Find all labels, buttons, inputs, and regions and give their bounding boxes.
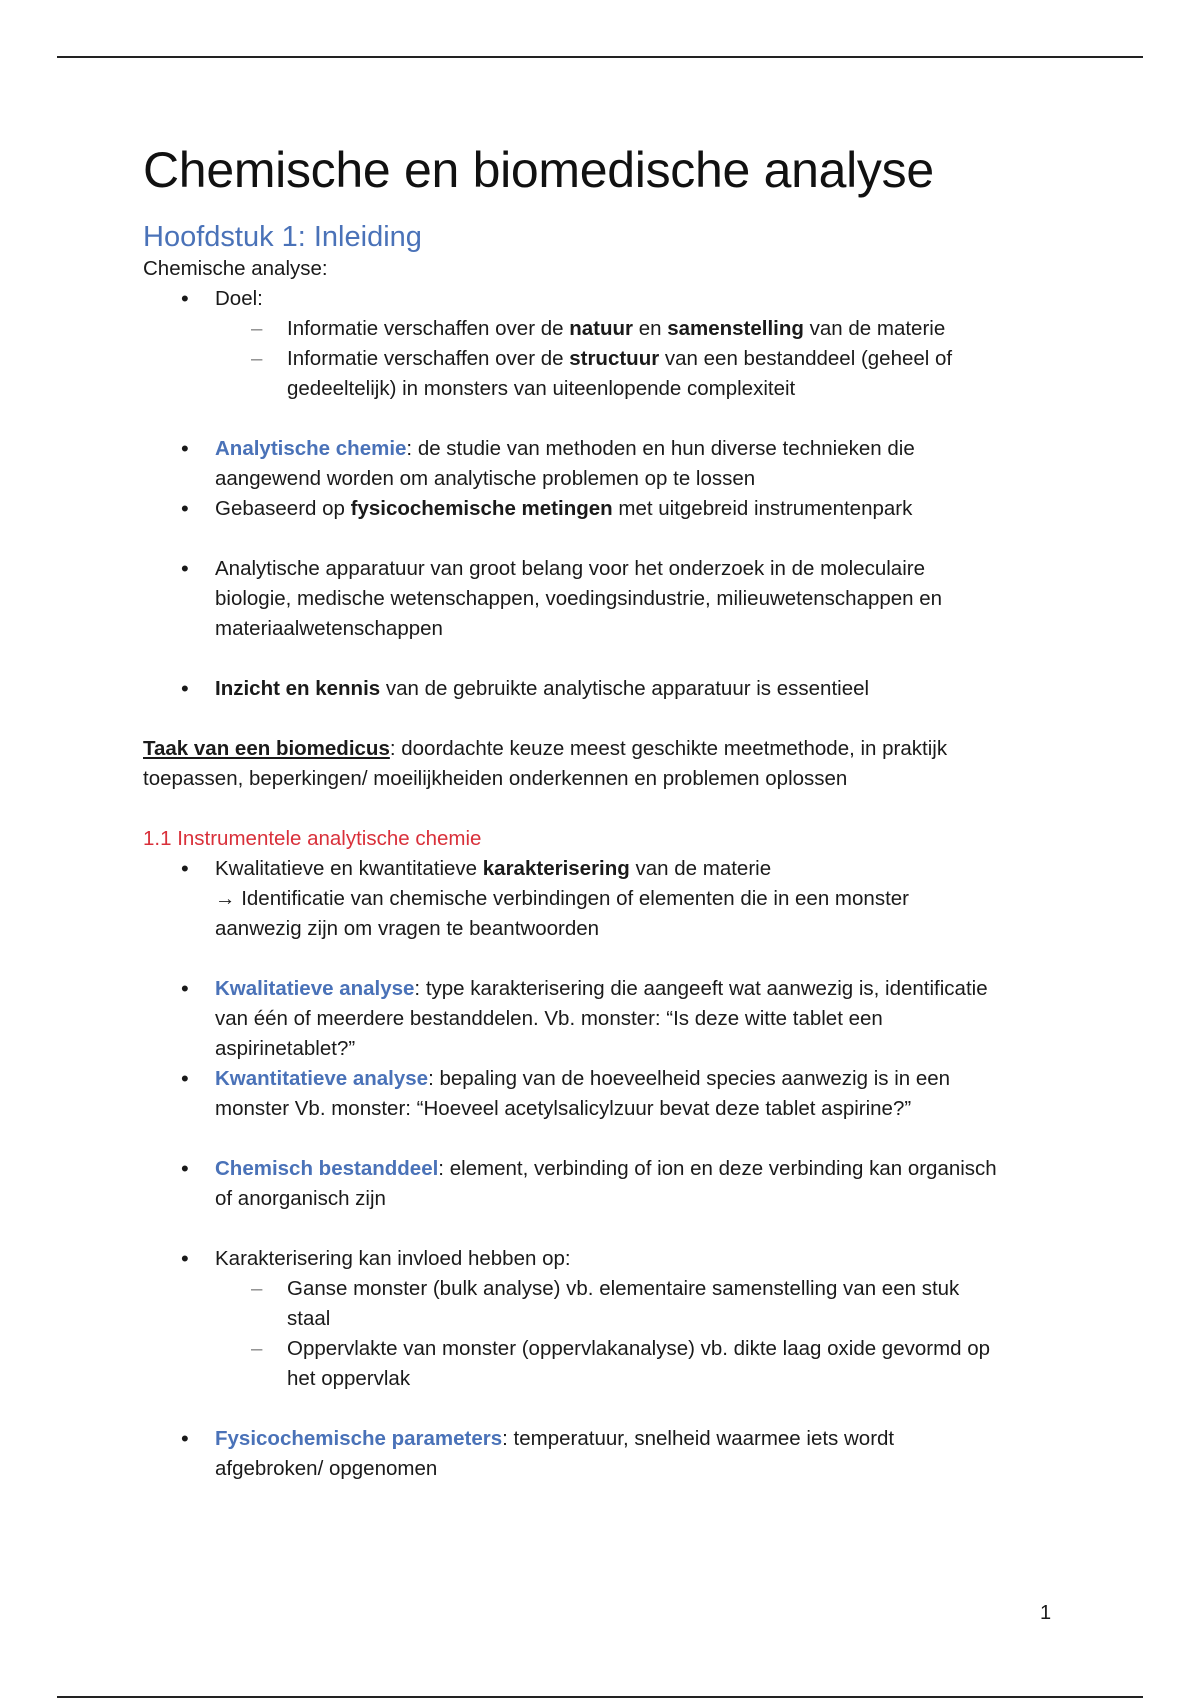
page-number: 1 [1040, 1602, 1052, 1624]
sub-item-bulk: – Ganse monster (bulk analyse) vb. elementaire samenstelling van een stuk staal [143, 1274, 1063, 1334]
list-item-inzicht: • Inzicht en kennis van de gebruikte analytische apparatuur is essentieel [143, 674, 1063, 704]
document-body [143, 140, 1063, 1484]
taak-paragraph: Taak van een biomedicus: doordachte keuze meest geschikte meetmethode, in praktijk toepassen, beperkingen/ moeilijkheiden onderkennen en problemen oplossen [143, 737, 948, 790]
list-item-invloed: • Karakterisering kan invloed hebben op: [143, 1244, 1063, 1274]
list-item-analytische-chemie: • Analytische chemie: de studie van methoden en hun diverse technieken die aangewend worden om analytische problemen op te lossen [143, 434, 1063, 494]
list-item-kwantitatief: • Kwantitatieve analyse: bepaling van de hoeveelheid species aanwezig is in een monster Vb. monster: “Hoeveel acetylsalicylzuur bevat deze tablet aspirine?” [143, 1064, 1063, 1124]
sub-item-oppervlak: – Oppervlakte van monster (oppervlakanalyse) vb. dikte laag oxide gevormd op het oppervlak [143, 1334, 1063, 1394]
section-heading: 1.1 Instrumentele analytische chemie [143, 827, 482, 850]
list-item-kwalitatief: • Kwalitatieve analyse: type karakterisering die aangeeft wat aanwezig is, identificatie van één of meerdere bestanddelen. Vb. monster: “Is deze witte tablet een aspirinetablet?” [143, 974, 1063, 1064]
footer-rule [57, 1696, 1143, 1698]
intro-label: Chemische analyse: [143, 257, 328, 280]
list-item-apparatuur: • Analytische apparatuur van groot belang voor het onderzoek in de moleculaire biologie, medische wetenschappen, voedingsindustrie, milieuwetenschappen en materiaalwetenschappen [143, 554, 1063, 644]
list-item-bestanddeel: • Chemisch bestanddeel: element, verbinding of ion en deze verbinding kan organisch of anorganisch zijn [143, 1154, 1063, 1214]
list-item-gebaseerd: • Gebaseerd op fysicochemische metingen met uitgebreid instrumentenpark [143, 494, 1063, 524]
sub-item-natuur: – Informatie verschaffen over de natuur en samenstelling van de materie [143, 314, 1063, 344]
sub-item-structuur: – Informatie verschaffen over de structuur van een bestanddeel (geheel of gedeeltelijk) in monsters van uiteenlopende complexiteit [143, 344, 1063, 404]
chapter-heading: Hoofdstuk 1: Inleiding [143, 221, 422, 253]
document-title: Chemische en biomedische analyse [143, 142, 934, 198]
list-item-doel: • Doel: [143, 284, 1063, 314]
list-item-fysico: • Fysicochemische parameters: temperatuur, snelheid waarmee iets wordt afgebroken/ opgenomen [143, 1424, 1063, 1484]
list-item-karakterisering: • Kwalitatieve en kwantitatieve karakterisering van de materie → Identificatie van chemische verbindingen of elementen die in een monster aanwezig zijn om vragen te beantwoorden [143, 854, 1063, 944]
header-rule [57, 56, 1143, 58]
